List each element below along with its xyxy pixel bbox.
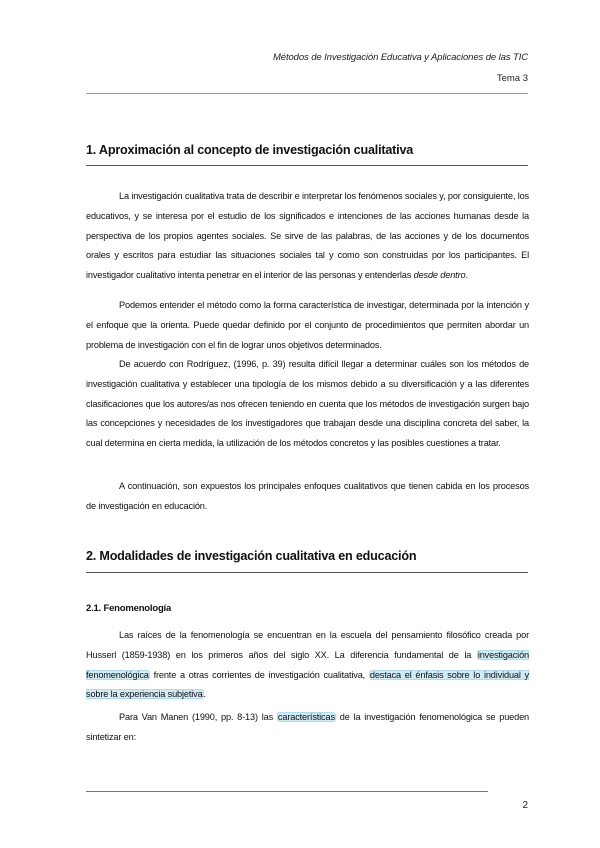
paragraph-1 bbox=[86, 187, 529, 286]
highlight-enfasis-individual: destaca el énfasis sobre lo individual y sobre la experiencia subjetiva bbox=[86, 669, 529, 700]
section-1-heading: 1. Aproximación al concepto de investigación cualitativa bbox=[86, 143, 414, 157]
section-2-heading: 2. Modalidades de investigación cualitativa en educación bbox=[86, 549, 417, 563]
paragraph-5-end: . bbox=[203, 689, 206, 700]
highlight-investigacion-fenomenologica: investigación fenomenológica bbox=[86, 649, 529, 680]
running-header-title: Métodos de Investigación Educativa y Aplicaciones de las TIC bbox=[272, 52, 528, 63]
paragraph-1-emphasis: desde dentro bbox=[413, 270, 466, 281]
paragraph-1-end: . bbox=[465, 270, 468, 281]
paragraph-6-end: de la investigación fenomenológica se pueden sintetizar en: bbox=[86, 712, 529, 742]
section-1-divider bbox=[86, 165, 528, 166]
paragraph-6 bbox=[86, 708, 529, 748]
paragraph-4: A continuación, son expuestos los principales enfoques cualitativos que tienen cabida en los procesos de investigación en educación. bbox=[86, 481, 529, 511]
header-divider bbox=[86, 93, 528, 94]
paragraph-3: De acuerdo con Rodríguez, (1996, p. 39) resulta difícil llegar a determinar cuáles son los métodos de investigación cualitativa y establecer una tipología de los mismos debido a su diversificación y a las diferentes clasificaciones que los autores/as nos ofrecen teniendo en cuenta que los métodos de investigación surgen bajo las concepciones y necesidades de los investigadores que trabajan desde una disciplina concreta del saber, la cual determina en cierta medida, la utilización de los métodos concretos y las posibles cuestiones a tratar. bbox=[86, 359, 529, 449]
paragraph-1-text: La investigación cualitativa trata de describir e interpretar los fenómenos sociales y, por consiguiente, los educativos, y se interesa por el estudio de los significados e intenciones de las acciones humanas desde la perspectiva de los propios agentes sociales. Se sirve de las palabras, de las acciones y de los documentos orales y escritos para estudiar las situaciones sociales tal y como son construidas por los participantes. El investigador cualitativo intenta penetrar en el interior de las personas y entenderlas bbox=[86, 191, 529, 281]
paragraph-5 bbox=[86, 626, 529, 705]
section-2-divider bbox=[86, 572, 528, 573]
highlight-caracteristicas: características bbox=[277, 712, 335, 722]
paragraph-6-text: Para Van Manen (1990, pp. 8-13) las bbox=[119, 712, 277, 722]
footer-divider bbox=[86, 791, 488, 792]
paragraph-2: Podemos entender el método como la forma característica de investigar, determinada por la intención y el enfoque que la orienta. Puede quedar definido por el conjunto de procedimientos que permiten abordar un problema de investigación con el fin de lograr unos objetivos determinados. bbox=[86, 300, 529, 350]
running-header-tema: Tema 3 bbox=[496, 73, 528, 84]
paragraph-5-text: Las raíces de la fenomenología se encuentran en la escuela del pensamiento filosófico creada por Husserl (1859-1938) en los primeros años del siglo XX. La diferencia fundamental de la bbox=[86, 630, 529, 660]
page-number: 2 bbox=[522, 800, 528, 811]
subsection-2-1-heading: 2.1. Fenomenología bbox=[86, 603, 172, 614]
paragraph-5-middle: frente a otras corrientes de investigación cualitativa, bbox=[149, 669, 369, 680]
